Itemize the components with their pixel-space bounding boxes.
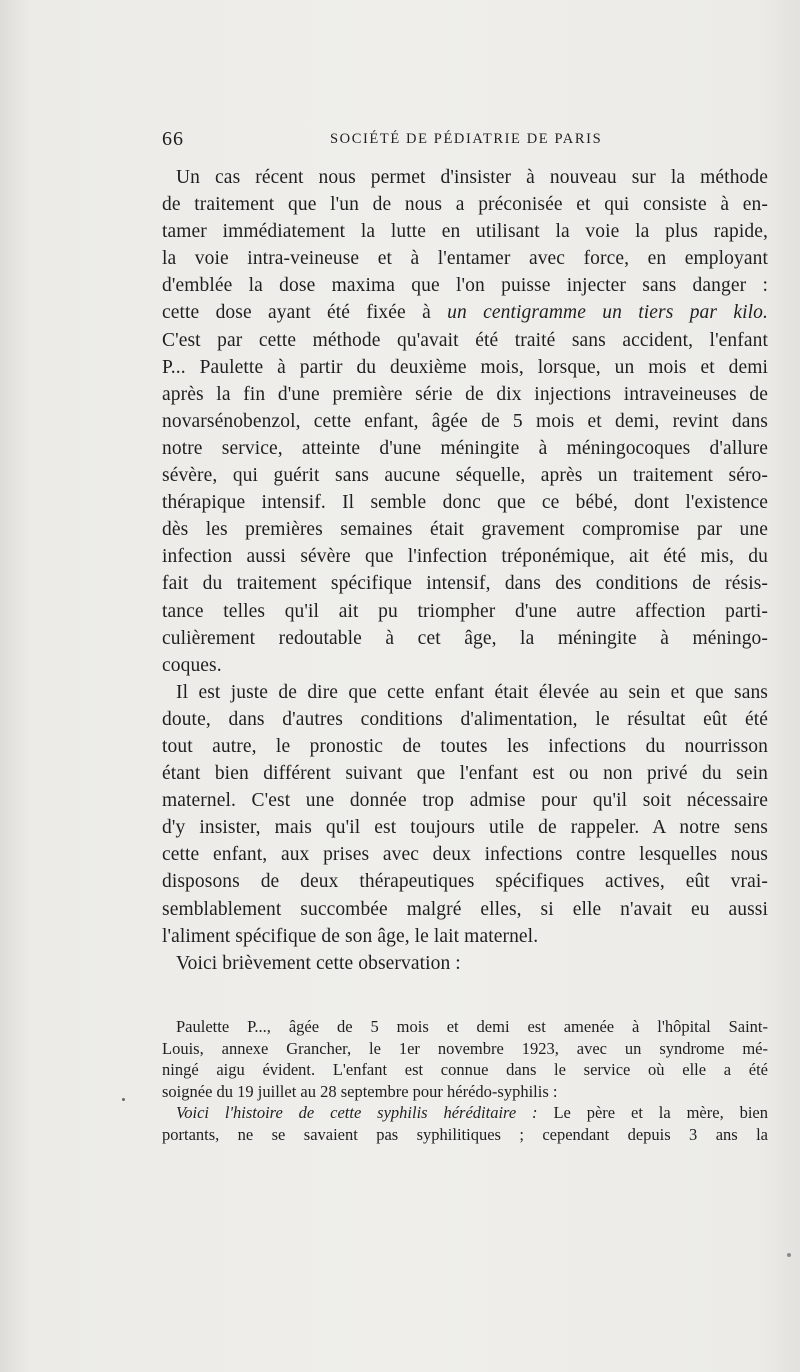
text-line: fait du traitement spécifique intensif, dans des conditions de résis- [162, 573, 768, 595]
text-line: l'aliment spécifique de son âge, le lait maternel. [162, 925, 539, 947]
text-line: sévère, qui guérit sans aucune séquelle, après un traitement séro- [162, 465, 768, 487]
note-line: soignée du 19 juillet au 28 septembre pour hérédo-syphilis : [162, 1081, 558, 1101]
text-line: C'est par cette méthode qu'avait été traité sans accident, l'enfant [162, 329, 768, 351]
text-line: cette enfant, aux prises avec deux infections contre lesquelles nous [162, 844, 768, 866]
note-line [162, 1102, 768, 1124]
text-line: Il est juste de dire que cette enfant était élevée au sein et que sans [176, 681, 768, 703]
margin-speck [787, 1253, 791, 1257]
note-line: Paulette P..., âgée de 5 mois et demi est amenée à l'hôpital Saint- [176, 1017, 768, 1036]
text-line: P... Paulette à partir du deuxième mois, lorsque, un mois et demi [162, 356, 768, 378]
text-line [162, 299, 768, 326]
text-line: novarsénobenzol, cette enfant, âgée de 5 mois et demi, revint dans [162, 410, 768, 432]
text-line: tout autre, le pronostic de toutes les infections du nourrisson [162, 735, 768, 757]
text-line: infection aussi sévère que l'infection tréponémique, ait été mis, du [162, 546, 768, 568]
text-line: de traitement que l'un de nous a préconisée et qui consiste à en- [162, 194, 768, 216]
text-fragment: Le père et la mère, bien [537, 1103, 768, 1123]
text-line: la voie intra-veineuse et à l'entamer avec force, en employant [162, 248, 768, 270]
text-line: doute, dans d'autres conditions d'alimentation, le résultat eût été [162, 708, 768, 730]
text-line: culièrement redoutable à cet âge, la méningite à méningo- [162, 627, 768, 649]
italic-heading-text: Voici l'histoire de cette syphilis héréditaire : [176, 1103, 538, 1123]
text-line: tance telles qu'il ait pu triompher d'une autre affection parti- [162, 600, 768, 622]
text-line: d'y insister, mais qu'il est toujours utile de rappeler. A notre sens [162, 817, 768, 839]
text-line: notre service, atteinte d'une méningite à méningocoques d'allure [162, 437, 768, 459]
page-header [162, 128, 762, 154]
text-line: dès les premières semaines était gravement compromise par une [162, 519, 768, 541]
text-line: étant bien différent suivant que l'enfant est ou non privé du sein [162, 763, 768, 785]
text-line: après la fin d'une première série de dix injections intraveineuses de [162, 383, 768, 405]
margin-speck [122, 1098, 125, 1101]
running-title: SOCIÉTÉ DE PÉDIATRIE DE PARIS [330, 131, 603, 147]
note-line: Louis, annexe Grancher, le 1er novembre 1923, avec un syndrome mé- [162, 1038, 768, 1058]
note-line: portants, ne se savaient pas syphilitiques ; cependant depuis 3 ans la [162, 1124, 768, 1144]
main-text [162, 164, 768, 977]
text-line: maternel. C'est une donnée trop admise pour qu'il soit nécessaire [162, 790, 768, 812]
text-line: Voici brièvement cette observation : [176, 952, 461, 974]
text-line: d'emblée la dose maxima que l'on puisse injecter sans danger : [162, 275, 768, 297]
observation-note [162, 1016, 768, 1146]
page-number: 66 [162, 128, 184, 150]
text-line: coques. [162, 654, 222, 676]
text-line: disposons de deux thérapeutiques spécifiques actives, eût vrai- [162, 871, 768, 893]
text-fragment: cette dose ayant été fixée à [162, 302, 448, 324]
italic-dose-text: un centigramme un tiers par kilo. [447, 302, 768, 324]
text-line: Un cas récent nous permet d'insister à nouveau sur la méthode [176, 167, 768, 188]
text-line: tamer immédiatement la lutte en utilisant la voie la plus rapide, [162, 221, 768, 243]
text-line: semblablement succombée malgré elles, si elle n'avait eu aussi [162, 898, 768, 920]
text-line: thérapique intensif. Il semble donc que ce bébé, dont l'existence [162, 492, 768, 514]
note-line: ningé aigu évident. L'enfant est connue dans le service où elle a été [162, 1060, 768, 1080]
